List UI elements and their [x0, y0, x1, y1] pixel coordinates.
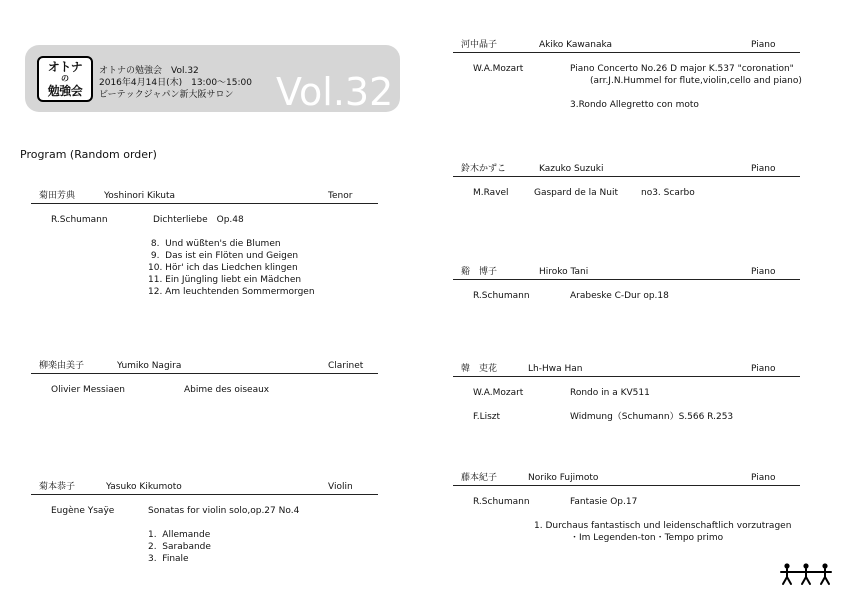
- performer-instrument: Clarinet: [328, 361, 364, 371]
- performer-name-jp: 柳楽由美子: [39, 361, 85, 371]
- performer-instrument: Piano: [751, 164, 776, 174]
- movement-item: 3.Rondo Allegretto con moto: [570, 100, 699, 110]
- divider: [453, 376, 800, 377]
- program-title: Program (Random order): [20, 148, 157, 161]
- movement-item: 1. Durchaus fantastisch und leidenschaftlich vorzutragen: [534, 521, 792, 531]
- performer-name-en: Lh-Hwa Han: [528, 364, 583, 374]
- header-line3: ビーテックジャパン新大阪サロン: [99, 90, 234, 100]
- performer-name-en: Kazuko Suzuki: [539, 164, 604, 174]
- composer: W.A.Mozart: [473, 388, 524, 398]
- performer-name-en: Yasuko Kikumoto: [106, 482, 182, 492]
- performer-name-jp: 韓 吏花: [461, 364, 498, 374]
- performer-instrument: Piano: [751, 364, 776, 374]
- work-title: Abime des oiseaux: [184, 385, 270, 395]
- performer-name-jp: 鈴木かずこ: [461, 164, 507, 174]
- movement-item: 11. Ein Jüngling liebt ein Mädchen: [148, 275, 302, 285]
- performer-name-en: Akiko Kawanaka: [539, 40, 613, 50]
- movement-item: 8. Und wüßten's die Blumen: [148, 239, 281, 249]
- performer-instrument: Violin: [328, 482, 353, 492]
- movement-item: ・Im Legenden-ton・Tempo primo: [570, 533, 724, 543]
- composer: W.A.Mozart: [473, 64, 524, 74]
- logo-line1: オトナ: [47, 60, 83, 74]
- work-title: Piano Concerto No.26 D major K.537 "coronation": [570, 64, 794, 74]
- header-line1: オトナの勉強会 Vol.32: [99, 66, 199, 76]
- composer: Olivier Messiaen: [51, 385, 125, 395]
- performer-name-jp: 菊田芳典: [39, 191, 76, 201]
- divider: [31, 494, 378, 495]
- divider: [453, 485, 800, 486]
- work-title: Widmung（Schumann）S.566 R.253: [570, 412, 734, 422]
- movement-item: 2. Sarabande: [148, 542, 211, 552]
- divider: [453, 52, 800, 53]
- movement-item: 3. Finale: [148, 554, 189, 564]
- composer: R.Schumann: [51, 215, 108, 225]
- performer-name-en: Yoshinori Kikuta: [104, 191, 176, 201]
- performer-name-jp: 河中晶子: [461, 40, 498, 50]
- work-title: Gaspard de la Nuit: [534, 188, 618, 198]
- divider: [31, 373, 378, 374]
- composer: M.Ravel: [473, 188, 509, 198]
- work-title: Rondo in a KV511: [570, 388, 650, 398]
- divider: [31, 203, 378, 204]
- people-icon: [779, 562, 833, 586]
- composer: Eugène Ysaÿe: [51, 506, 115, 516]
- performer-instrument: Piano: [751, 40, 776, 50]
- performer-instrument: Piano: [751, 473, 776, 483]
- performer-instrument: Piano: [751, 267, 776, 277]
- movement-item: 9. Das ist ein Flöten und Geigen: [148, 251, 299, 261]
- movement-item: 12. Am leuchtenden Sommermorgen: [148, 287, 315, 297]
- work-title: Dichterliebe Op.48: [153, 215, 244, 225]
- performer-instrument: Tenor: [328, 191, 353, 201]
- header-line2: 2016年4月14日(木) 13:00～15:00: [99, 78, 252, 88]
- performer-name-jp: 藤本紀子: [461, 473, 498, 483]
- event-logo: [37, 56, 93, 102]
- composer: R.Schumann: [473, 291, 530, 301]
- divider: [453, 279, 800, 280]
- logo-line3: 勉強会: [47, 84, 83, 98]
- work-arrangement: (arr.J.N.Hummel for flute,violin,cello and piano): [590, 76, 802, 86]
- performer-name-en: Yumiko Nagira: [117, 361, 182, 371]
- work-title: Arabeske C-Dur op.18: [570, 291, 669, 301]
- composer: F.Liszt: [473, 412, 501, 422]
- movement-item: 10. Hör' ich das Liedchen klingen: [148, 263, 298, 273]
- work-title: Fantasie Op.17: [570, 497, 638, 507]
- logo-line2: の: [61, 74, 69, 83]
- work-title: Sonatas for violin solo,op.27 No.4: [148, 506, 300, 516]
- volume-number: Vol.32: [276, 70, 394, 114]
- movement-item: 1. Allemande: [148, 530, 211, 540]
- performer-name-jp: 菊本恭子: [39, 482, 76, 492]
- performer-name-en: Noriko Fujimoto: [528, 473, 599, 483]
- divider: [453, 176, 800, 177]
- composer: R.Schumann: [473, 497, 530, 507]
- performer-name-jp: 谿 博子: [461, 267, 498, 277]
- work-number: no3. Scarbo: [641, 188, 695, 198]
- performer-name-en: Hiroko Tani: [539, 267, 589, 277]
